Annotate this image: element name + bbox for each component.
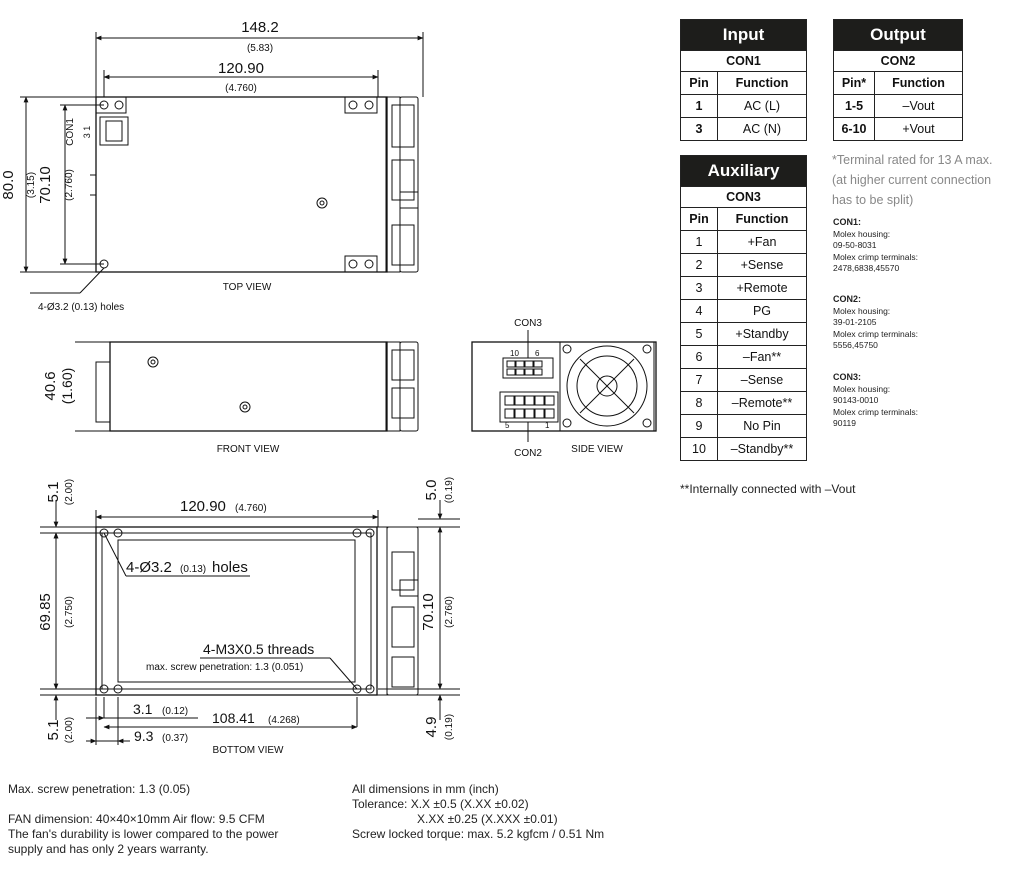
dim-9-3-in: (0.37) — [162, 733, 189, 744]
dim-3-1: 3.1 — [133, 701, 153, 717]
dim-bot-right-height: 70.10 — [420, 593, 437, 631]
output-table — [833, 19, 963, 141]
aux-function: –Fan** — [718, 346, 807, 369]
molex-line: 90119 — [833, 418, 857, 428]
con3-label: CON3 — [514, 318, 542, 329]
molex-line: Molex crimp terminals: — [833, 328, 919, 339]
aux-pin: 7 — [681, 369, 718, 392]
bot-holes-note-in: (0.13) — [180, 564, 207, 575]
aux-pin: 3 — [681, 277, 718, 300]
side-view-label: SIDE VIEW — [571, 444, 623, 455]
top-view-label: TOP VIEW — [222, 282, 272, 293]
molex-line: Molex housing: — [833, 305, 891, 316]
dim-top-hole-span-in: (2.760) — [64, 169, 75, 201]
molex-con3 — [833, 372, 993, 430]
con1-label: CON1 — [65, 118, 76, 146]
con3-pin-10: 10 — [510, 349, 519, 358]
input-table-connector: CON1 — [681, 51, 807, 72]
output-pin: 6-10 — [834, 118, 875, 141]
input-table-title: Input — [681, 20, 807, 51]
aux-col-pin: Pin — [681, 208, 718, 231]
input-function: AC (N) — [718, 118, 807, 141]
aux-function: +Standby — [718, 323, 807, 346]
input-col-function: Function — [718, 72, 807, 95]
input-table — [680, 19, 807, 141]
molex-con3-title: CON3: — [833, 372, 862, 382]
molex-line: 09-50-8031 — [833, 240, 877, 250]
dim-108-41-in: (4.268) — [268, 715, 300, 726]
aux-pin: 6 — [681, 346, 718, 369]
terminal-note-line: *Terminal rated for 13 A max. — [832, 153, 993, 167]
aux-pin: 1 — [681, 231, 718, 254]
aux-table — [680, 155, 807, 461]
molex-con1 — [833, 217, 993, 275]
dim-108-41: 108.41 — [212, 710, 255, 726]
table-row — [681, 438, 807, 461]
aux-table-title: Auxiliary — [681, 156, 807, 187]
output-col-pin: Pin* — [834, 72, 875, 95]
dim-bot-inner: 120.90 — [180, 498, 226, 515]
aux-function: +Remote — [718, 277, 807, 300]
molex-line: Molex crimp terminals: — [833, 251, 919, 262]
table-row — [681, 277, 807, 300]
output-col-function: Function — [875, 72, 963, 95]
notes-left — [8, 782, 278, 857]
con2-pin-5: 5 — [505, 421, 510, 430]
note-fan-dim: FAN dimension: 40×40×10mm Air flow: 9.5 CFM — [8, 812, 265, 826]
table-row — [681, 300, 807, 323]
aux-pin: 9 — [681, 415, 718, 438]
terminal-note-line: (at higher current connection — [832, 173, 992, 187]
dim-top-width-in: (5.83) — [246, 43, 274, 54]
input-pin: 3 — [681, 118, 718, 141]
dim-top-height-in: (3.15) — [26, 171, 37, 199]
holes-note: 4-Ø3.2 (0.13) holes — [38, 302, 125, 313]
front-view — [96, 342, 418, 431]
molex-line: Molex crimp terminals: — [833, 406, 919, 417]
output-table-connector: CON2 — [834, 51, 963, 72]
note-max-screw: Max. screw penetration: 1.3 (0.05) — [8, 782, 191, 796]
dim-bot-right-offset-in: (0.19) — [444, 476, 455, 504]
aux-function: +Fan — [718, 231, 807, 254]
dim-bot-right-offset: 5.0 — [423, 479, 440, 501]
aux-function: No Pin — [718, 415, 807, 438]
dim-bot-left-offset: 5.1 — [45, 481, 62, 503]
dim-top-hole-span: 70.10 — [37, 166, 54, 204]
con1-pins: 3 1 — [82, 125, 92, 139]
output-function: –Vout — [875, 95, 963, 118]
molex-line: 90143-0010 — [833, 395, 879, 405]
notes-right — [352, 782, 604, 842]
aux-function: –Standby** — [718, 438, 807, 461]
molex-con1-title: CON1: — [833, 217, 862, 227]
molex-line: Molex housing: — [833, 228, 891, 239]
front-view-label: FRONT VIEW — [216, 444, 280, 455]
molex-line: 5556,45750 — [833, 340, 878, 350]
aux-pin: 4 — [681, 300, 718, 323]
dim-bot-right-low-in: (0.19) — [444, 713, 455, 741]
dim-top-inner-in: (4.760) — [225, 83, 257, 94]
table-row — [681, 346, 807, 369]
aux-pin: 8 — [681, 392, 718, 415]
aux-function: –Remote** — [718, 392, 807, 415]
dim-bot-right-low: 4.9 — [423, 716, 440, 738]
aux-function: +Sense — [718, 254, 807, 277]
note-torque: Screw locked torque: max. 5.2 kgfcm / 0.51 Nm — [352, 827, 605, 841]
aux-table-connector: CON3 — [681, 187, 807, 208]
aux-pin: 10 — [681, 438, 718, 461]
con2-label: CON2 — [514, 448, 542, 459]
table-row — [681, 118, 807, 141]
output-pin: 1-5 — [834, 95, 875, 118]
dim-9-3: 9.3 — [134, 728, 154, 744]
table-row — [681, 95, 807, 118]
aux-pin: 5 — [681, 323, 718, 346]
aux-pin: 2 — [681, 254, 718, 277]
table-row — [681, 415, 807, 438]
bot-holes-note: 4-Ø3.2 — [126, 559, 172, 576]
dim-bot-left-low-in: (2.00) — [64, 716, 75, 744]
table-row — [681, 323, 807, 346]
table-row — [834, 118, 963, 141]
dim-bot-left-low: 5.1 — [45, 719, 62, 741]
internal-note: **Internally connected with –Vout — [680, 482, 856, 496]
input-function: AC (L) — [718, 95, 807, 118]
molex-con2-title: CON2: — [833, 294, 862, 304]
dim-bot-height-in: (2.750) — [64, 596, 75, 628]
aux-col-function: Function — [718, 208, 807, 231]
terminal-note-line: has to be split) — [832, 193, 914, 207]
molex-line: Molex housing: — [833, 383, 891, 394]
dim-front-height-in: (1.60) — [59, 367, 75, 405]
input-pin: 1 — [681, 95, 718, 118]
molex-con2 — [833, 294, 993, 352]
bottom-view-label: BOTTOM VIEW — [212, 745, 284, 756]
dim-bot-left-offset-in: (2.00) — [64, 478, 75, 506]
con3-pin-6: 6 — [535, 349, 540, 358]
note-fan-dur: supply and has only 2 years warranty. — [8, 842, 209, 856]
dim-bot-height: 69.85 — [37, 593, 54, 631]
side-view — [472, 330, 656, 442]
molex-line: 39-01-2105 — [833, 317, 877, 327]
bot-holes-note-suffix: holes — [212, 559, 248, 576]
aux-function: PG — [718, 300, 807, 323]
dim-bot-inner-in: (4.760) — [235, 503, 267, 514]
top-view — [90, 97, 418, 272]
table-row — [834, 95, 963, 118]
output-table-title: Output — [834, 20, 963, 51]
note-tolerance: X.XX ±0.25 (X.XXX ±0.01) — [417, 812, 558, 826]
dim-top-inner: 120.90 — [218, 60, 264, 77]
dim-top-height: 80.0 — [0, 170, 17, 200]
terminal-note — [832, 150, 1024, 210]
table-row — [681, 392, 807, 415]
dim-front-height: 40.6 — [42, 371, 59, 401]
note-units: All dimensions in mm (inch) — [352, 782, 499, 796]
molex-line: 2478,6838,45570 — [833, 263, 900, 273]
note-tolerance: Tolerance: X.X ±0.5 (X.XX ±0.02) — [352, 797, 529, 811]
note-fan-dur: The fan's durability is lower compared to the power — [8, 827, 279, 841]
dim-bot-right-height-in: (2.760) — [444, 596, 455, 628]
dim-3-1-in: (0.12) — [162, 706, 189, 717]
table-row — [681, 231, 807, 254]
con2-pin-1: 1 — [545, 421, 550, 430]
output-function: +Vout — [875, 118, 963, 141]
input-col-pin: Pin — [681, 72, 718, 95]
aux-function: –Sense — [718, 369, 807, 392]
table-row — [681, 369, 807, 392]
max-pen-note: max. screw penetration: 1.3 (0.051) — [146, 662, 304, 673]
dim-top-width: 148.2 — [241, 19, 279, 36]
threads-note: 4-M3X0.5 threads — [203, 641, 315, 657]
table-row — [681, 254, 807, 277]
